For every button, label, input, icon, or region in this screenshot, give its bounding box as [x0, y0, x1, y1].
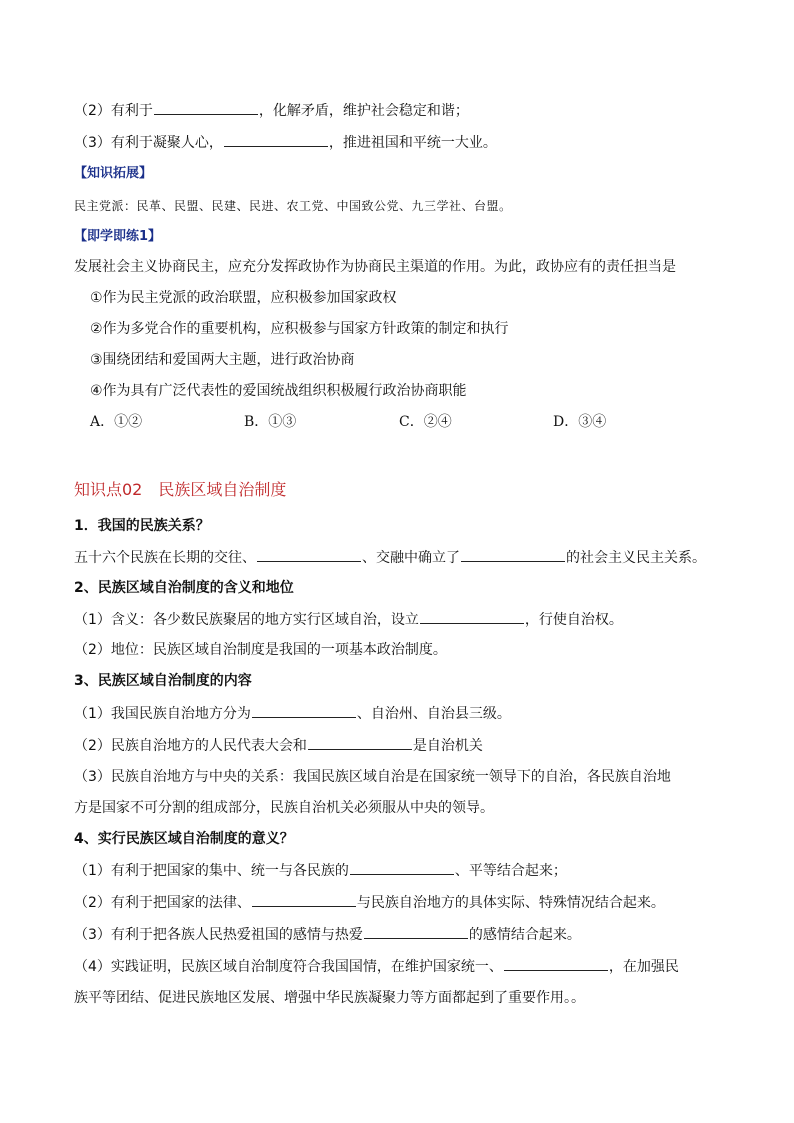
blank[interactable]	[257, 547, 361, 562]
q3-item-3-line-2: 方是国家不可分割的组成部分，民族自治机关必须服从中央的领导。	[74, 800, 494, 816]
knowledge-ext-heading: 【知识拓展】	[74, 166, 153, 181]
item-3-text-post: ，推进祖国和平统一大业。	[328, 135, 497, 151]
q1-mid: 、交融中确立了	[362, 550, 460, 566]
statement-3: ③围绕团结和爱国两大主题，进行政治协商	[90, 352, 355, 368]
q4-item-1-pre: （1）有利于把国家的集中、统一与各民族的	[74, 863, 349, 879]
blank[interactable]	[224, 132, 328, 147]
item-3-text-pre: （3）有利于凝聚人心，	[74, 135, 223, 151]
item-2	[74, 100, 469, 121]
item-2-text-pre: （2）有利于	[74, 103, 153, 119]
options-row	[90, 412, 650, 432]
q3-item-2-post: 是自治机关	[412, 738, 483, 754]
option-a[interactable]: A．①②	[90, 414, 143, 430]
q2-item-1	[74, 609, 623, 630]
statement-4: ④作为具有广泛代表性的爱国统战组织积极履行政治协商职能	[90, 383, 467, 399]
blank[interactable]	[252, 703, 356, 718]
q4-item-2	[74, 892, 665, 913]
q1-text	[74, 547, 706, 568]
q2-item-1-pre: （1）含义：各少数民族聚居的地方实行区域自治，设立	[74, 612, 419, 628]
q1-heading: 1．我国的民族关系？	[74, 518, 210, 534]
practice-question: 发展社会主义协商民主，应充分发挥政协作为协商民主渠道的作用。为此，政协应有的责任担当是	[74, 259, 676, 275]
blank[interactable]	[364, 924, 468, 939]
item-3	[74, 132, 497, 153]
q4-item-4-line-2: 族平等团结、促进民族地区发展、增强中华民族凝聚力等方面都起到了重要作用。。	[74, 990, 585, 1006]
option-d[interactable]: D．③④	[553, 414, 607, 430]
q3-heading: 3、民族区域自治制度的内容	[74, 673, 252, 689]
q3-item-3-line-1: （3）民族自治地方与中央的关系：我国民族区域自治是在国家统一领导下的自治，各民族自治地	[74, 769, 671, 785]
q4-item-4-line-1	[74, 956, 679, 977]
blank[interactable]	[252, 892, 356, 907]
statement-2: ②作为多党合作的重要机构，应积极参与国家方针政策的制定和执行	[90, 321, 509, 337]
q3-item-2	[74, 735, 483, 756]
q3-item-1-pre: （1）我国民族自治地方分为	[74, 706, 251, 722]
q4-item-3-pre: （3）有利于把各族人民热爱祖国的感情与热爱	[74, 927, 363, 943]
option-c[interactable]: C．②④	[399, 414, 452, 430]
statement-1: ①作为民主党派的政治联盟，应积极参加国家政权	[90, 290, 397, 306]
knowledge-ext-text: 民主党派：民革、民盟、民建、民进、农工党、中国致公党、九三学社、台盟。	[74, 199, 512, 213]
q2-item-2: （2）地位：民族区域自治制度是我国的一项基本政治制度。	[74, 642, 447, 658]
q4-item-2-pre: （2）有利于把国家的法律、	[74, 895, 251, 911]
q2-heading: 2、民族区域自治制度的含义和地位	[74, 580, 294, 596]
q1-pre: 五十六个民族在长期的交往、	[74, 550, 256, 566]
kp02-title: 知识点02 民族区域自治制度	[74, 480, 287, 499]
q1-post: 的社会主义民主关系。	[566, 550, 706, 566]
q2-item-1-post: ，行使自治权。	[524, 612, 623, 628]
q4-item-4-pre: （4）实践证明，民族区域自治制度符合我国国情，在维护国家统一、	[74, 959, 503, 975]
blank[interactable]	[461, 547, 565, 562]
q3-item-1	[74, 703, 511, 724]
blank[interactable]	[154, 100, 258, 115]
blank[interactable]	[350, 860, 454, 875]
practice-heading: 【即学即练1】	[74, 229, 162, 244]
q4-item-2-post: 与民族自治地方的具体实际、特殊情况结合起来。	[356, 895, 665, 911]
q4-item-4-post: ，在加强民	[608, 959, 679, 975]
blank[interactable]	[308, 735, 412, 750]
q3-item-2-pre: （2）民族自治地方的人民代表大会和	[74, 738, 307, 754]
item-2-text-post: ，化解矛盾，维护社会稳定和谐；	[258, 103, 469, 119]
q4-heading: 4、实行民族区域自治制度的意义？	[74, 831, 294, 847]
q4-item-1	[74, 860, 567, 881]
q3-item-1-post: 、自治州、自治县三级。	[356, 706, 511, 722]
q4-item-3	[74, 924, 581, 945]
q4-item-3-post: 的感情结合起来。	[468, 927, 581, 943]
q4-item-1-post: 、平等结合起来；	[454, 863, 567, 879]
blank[interactable]	[420, 609, 524, 624]
option-b[interactable]: B．①③	[244, 414, 297, 430]
blank[interactable]	[504, 956, 608, 971]
